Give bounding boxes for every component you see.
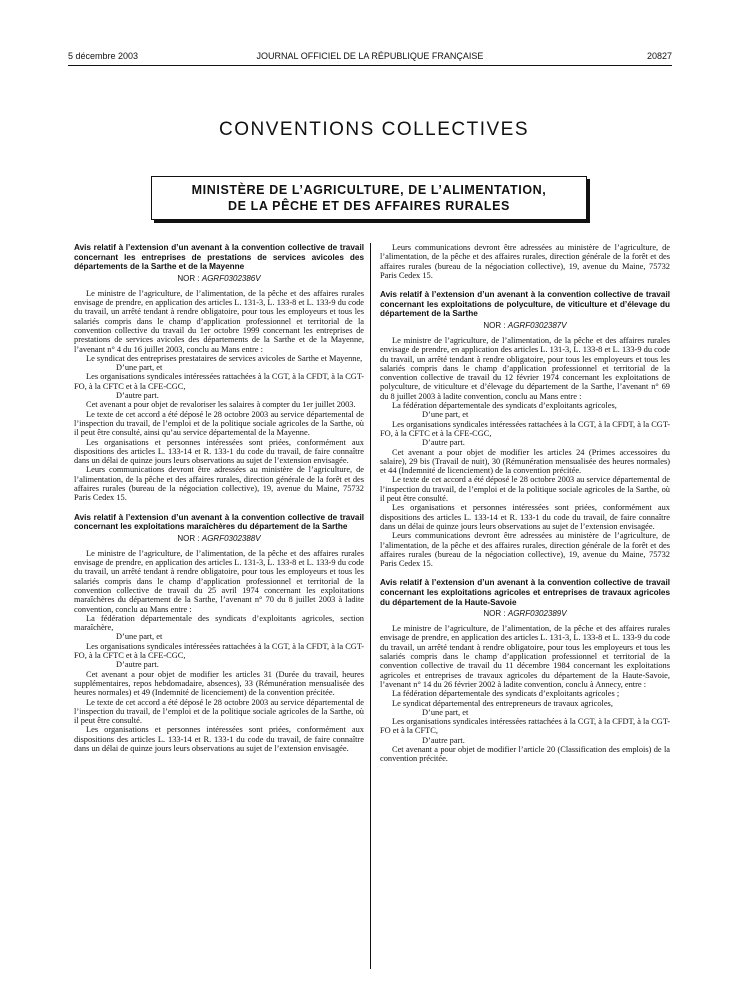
nor-label: NOR : — [177, 533, 200, 543]
right-column — [380, 243, 670, 764]
nor-code: AGRF0302389V — [507, 609, 567, 619]
nor-code: AGRF0302386V — [201, 273, 261, 283]
notice-paragraph: Les organisations et personnes intéressées sont priées, conformément aux dispositions des articles L. 133-14 et R. 133-1 du code du travail, de faire connaître dans un délai de quinze jours leurs observations au sujet de l’extension envisagée. — [74, 725, 364, 754]
notice-article — [74, 243, 364, 503]
ministry-line-2: DE LA PÊCHE ET DES AFFAIRES RURALES — [228, 199, 510, 213]
notice-title: Avis relatif à l’extension d’un avenant à la convention collective de travail concernant les exploitations maraîchères du département de la Sarthe — [74, 512, 364, 532]
ministry-line-1: MINISTÈRE DE L’AGRICULTURE, DE L’ALIMENTATION, — [191, 183, 547, 197]
notice-paragraph: Cet avenant a pour objet de modifier les articles 24 (Primes accessoires du salaire), 29 bis (Travail de nuit), 30 (Rémunération mensualisée des heures normales) et 44 (Indemnité de licenciement) de la convention précitée. — [380, 447, 670, 476]
notice-paragraph: Cet avenant a pour objet de modifier les articles 31 (Durée du travail, heures supplémentaires, repos hebdomadaire, absences), 33 (Rémunération mensualisée des heures normales) et 49 (Indemnité de licenciement) de la convention précitée. — [74, 669, 364, 698]
notice-paragraph: Le ministre de l’agriculture, de l’alimentation, de la pêche et des affaires rurales envisage de prendre, en application des articles L. 131-3, L. 133-8 et L. 133-9 du code du travail, un arrêté tendant à rendre obligatoire, pour tous les employeurs et tous les salariés compris dans le champ d’application professionnel et territorial de la convention collective de travail du 11 décembre 1984 concernant les exploitations agricoles et entreprises de travaux agricoles du département de la Haute-Savoie, l’avenant n° 14 du 26 février 2002 à ladite convention, conclu à Annecy, entre : — [380, 624, 670, 689]
right-articles — [380, 290, 670, 763]
notice-title: Avis relatif à l’extension d’un avenant à la convention collective de travail concernant les exploitations agricoles et entreprises de travaux agricoles du département de la Haute-Savoie — [380, 578, 670, 607]
notice-paragraph: La fédération départementale des syndicats d’exploitants agricoles ; — [392, 689, 620, 699]
notice-paragraph: D’autre part. — [116, 660, 159, 670]
continued-paragraph: Leurs communications devront être adressées au ministère de l’agriculture, de l’alimentation, de la pêche et des affaires rurales, direction générale de la forêt et des affaires rurales (bureau de la négociation collective), 19, avenue du Maine, 75732 Paris Cedex 15. — [380, 243, 670, 280]
nor-line — [380, 608, 670, 620]
nor-label: NOR : — [483, 320, 506, 330]
notice-paragraph: Cet avenant a pour objet de modifier l’article 20 (Classification des emplois) de la convention précitée. — [380, 745, 670, 764]
notice-paragraph: Le ministre de l’agriculture, de l’alimentation, de la pêche et des affaires rurales envisage de prendre, en application des articles L. 131-3, L. 133-8 et L. 133-9 du code du travail, un arrêté tendant à rendre obligatoire, pour tous les employeurs et tous les salariés compris dans le champ d’application professionnel et territorial de la convention collective de travail du 12 février 1974 concernant les exploitations de polyculture, de viticulture et d’élevage du département de la Sarthe, l’avenant n° 69 du 8 juillet 2003 à ladite convention, conclu au Mans entre : — [380, 335, 670, 401]
notice-paragraph: Les organisations et personnes intéressées sont priées, conformément aux dispositions des articles L. 133-14 et R. 133-1 du code du travail, de faire connaître dans un délai de quinze jours leurs observations au sujet de l’extension envisagée. — [74, 437, 364, 466]
issue-date: 5 décembre 2003 — [68, 51, 139, 61]
left-column — [74, 243, 364, 753]
notice-title: Avis relatif à l’extension d’un avenant à la convention collective de travail concernant les entreprises de prestations de services avicoles des départements de la Sarthe et de la Mayenne — [74, 243, 364, 272]
notice-paragraph: Le ministre de l’agriculture, de l’alimentation, de la pêche et des affaires rurales envisage de prendre, en application des articles L. 131-3, L. 133-8 et L. 133-9 du code du travail, un arrêté tendant à rendre obligatoire, pour tous les employeurs et tous les salariés compris dans le champ d’application professionnel et territorial de la convention collective du travail du 1er octobre 1999 concernant les entreprises de prestations de services avicoles des départements de la Sarthe et de la Mayenne, l’avenant n° 4 du 16 juillet 2003, conclu au Mans entre : — [74, 288, 364, 354]
notice-paragraph: Le ministre de l’agriculture, de l’alimentation, de la pêche et des affaires rurales envisage de prendre, en application des articles L. 131-3, L. 133-8 et L. 133-9 du code du travail, un arrêté tendant à rendre obligatoire, pour tous les employeurs et tous les salariés compris dans le champ d’application professionnel et territorial de la convention collective de travail du 25 avril 1974 concernant les exploitations maraîchères du département de la Sarthe, l’avenant n° 70 du 8 juillet 2003 à ladite convention, conclu au Mans entre : — [74, 548, 364, 614]
ministry-box — [151, 176, 587, 220]
notice-paragraph: Cet avenant a pour objet de revaloriser les salaires à compter du 1er juillet 2003. — [86, 400, 356, 410]
notice-paragraph: D’une part, et — [116, 632, 163, 642]
notice-paragraph: Les organisations syndicales intéressées rattachées à la CGT, à la CFDT, à la CGT-FO, à la CFTC et à la CFE-CGC, — [74, 641, 364, 661]
header-rule — [68, 65, 672, 66]
notice-paragraph: Leurs communications devront être adressées au ministère de l’agriculture, de l’alimentation, de la pêche et des affaires rurales, direction générale de la forêt et des affaires rurales (bureau de la négociation collective), 19, avenue du Maine, 75732 Paris Cedex 15. — [74, 465, 364, 503]
notice-article — [380, 578, 670, 763]
notice-paragraph: D’une part, et — [422, 707, 469, 717]
section-title: CONVENTIONS COLLECTIVES — [218, 119, 530, 140]
notice-paragraph: Les organisations syndicales intéressées rattachées à la CGT, à la CFDT, à la CGT-FO, à la CFTC et à la CFE-CGC, — [380, 419, 670, 438]
notice-article — [380, 290, 670, 568]
notice-paragraph: Les organisations syndicales intéressées rattachées à la CGT, à la CFDT, à la CGT-FO, à la CFTC et à la CFE-CGC, — [74, 372, 364, 391]
nor-code: AGRF0302388V — [201, 533, 261, 543]
column-separator — [370, 243, 371, 969]
notice-paragraph: D’autre part. — [116, 391, 159, 401]
running-header — [68, 51, 672, 63]
notice-paragraph: D’autre part. — [422, 438, 465, 448]
notice-paragraph: Le texte de cet accord a été déposé le 28 octobre 2003 au service départemental de l’inspection du travail, de l’emploi et de la politique sociale agricoles de la Sarthe, où il peut être consulté. — [380, 475, 670, 504]
nor-label: NOR : — [483, 609, 506, 619]
notice-paragraph: Le syndicat des entreprises prestataires de services avicoles de Sarthe et Mayenne, — [86, 353, 363, 363]
nor-code: AGRF0302387V — [507, 320, 567, 330]
notice-paragraph: Les organisations et personnes intéressées sont priées, conformément aux dispositions des articles L. 133-14 et R. 133-1 du code du travail, de faire connaître dans un délai de quinze jours leurs observations au sujet de l’extension envisagée. — [380, 503, 670, 531]
page-number: 20827 — [646, 51, 672, 61]
notice-paragraph: Le syndicat départemental des entrepreneurs de travaux agricoles, — [392, 698, 613, 708]
nor-line — [74, 273, 364, 285]
notice-paragraph: D’une part, et — [422, 410, 469, 420]
notice-title: Avis relatif à l’extension d’un avenant à la convention collective de travail concernant les exploitations de polyculture, de viticulture et d’élevage du département de la Sarthe — [380, 290, 670, 319]
notice-paragraph: Les organisations syndicales intéressées rattachées à la CGT, à la CFDT, à la CGT-FO et à la CFTC, — [380, 717, 670, 736]
notice-paragraph: Leurs communications devront être adressées au ministère de l’agriculture, de l’alimentation, de la pêche et des affaires rurales, direction générale de la forêt et des affaires rurales (bureau de la négociation collective), 19, avenue du Maine, 75732 Paris Cedex 15. — [380, 531, 670, 569]
notice-paragraph: La fédération départementale des syndicats d’exploitants agricoles, — [392, 401, 617, 411]
nor-line — [380, 320, 670, 332]
nor-label: NOR : — [177, 273, 200, 283]
journal-name: JOURNAL OFFICIEL DE LA RÉPUBLIQUE FRANÇAISE — [256, 51, 484, 61]
notice-paragraph: D’une part, et — [116, 363, 163, 373]
nor-line — [74, 533, 364, 545]
notice-article — [74, 513, 364, 754]
notice-paragraph: D’autre part. — [422, 735, 465, 745]
notice-paragraph: Le texte de cet accord a été déposé le 28 octobre 2003 au service départemental de l’inspection du travail, de l’emploi et de la politique sociale agricoles de la Sarthe, où il peut être consulté. — [74, 697, 364, 726]
notice-paragraph: Le texte de cet accord a été déposé le 28 octobre 2003 au service départemental de l’inspection du travail, de l’emploi et de la politique sociale agricoles de la Sarthe, où il peut être consulté, ainsi qu’au service départemental de la Mayenne. — [74, 409, 364, 438]
notice-paragraph: La fédération départementale des syndicats d’exploitants agricoles, section maraîchère, — [74, 613, 364, 633]
